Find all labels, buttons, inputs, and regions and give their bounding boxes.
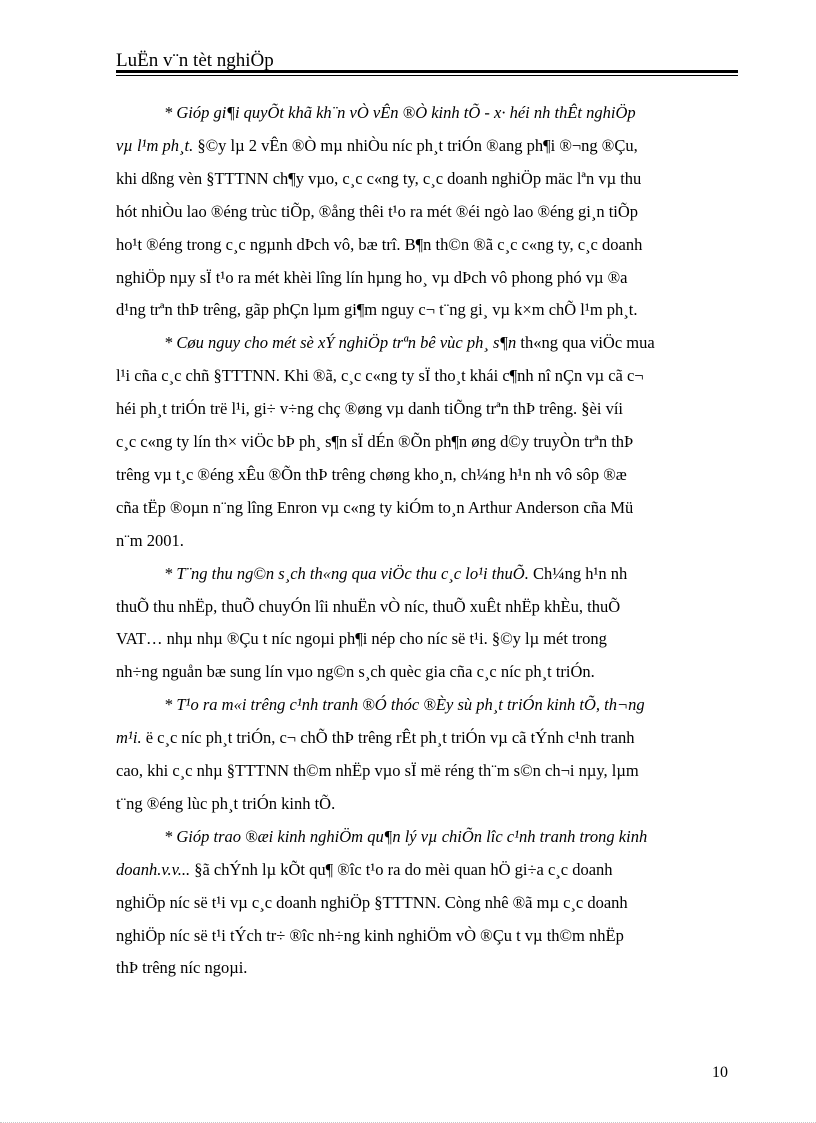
text-segment: n¨m 2001.	[116, 530, 184, 550]
text-segment: khi dßng vèn §TTTNN ch¶y vµo, c¸c c«ng ty, c¸c doanh nghiÖp mäc lªn vµ thu	[116, 168, 642, 188]
text-line	[116, 794, 335, 814]
text-segment: t¨ng ®éng lùc ph¸t triÓn kinh tÕ.	[116, 793, 336, 813]
text-segment: §ã chÝnh lµ kÕt qu¶ ®îc t¹o ra do mèi quan hÖ gi÷a c¸c doanh	[190, 859, 613, 879]
text-segment: ho¹t ®éng trong c¸c ngµnh dÞch vô, bæ trî. B¶n th©n ®ã c¸c c«ng ty, c¸c doanh	[116, 234, 643, 254]
text-line	[116, 300, 638, 320]
header-rule-thin	[116, 75, 738, 76]
text-line	[164, 827, 647, 847]
text-line	[116, 268, 628, 288]
text-line	[116, 465, 627, 485]
text-line	[164, 333, 655, 353]
text-line	[116, 202, 638, 222]
text-segment: ë c¸c níc ph¸t triÓn, c¬ chÕ thÞ trêng rÊt ph¸t triÓn vµ cã tÝnh c¹nh tranh	[141, 728, 635, 748]
text-segment: nghiÖp níc së t¹i vµ c¸c doanh nghiÖp §TTTNN. Còng nhê ®ã mµ c¸c doanh	[116, 892, 628, 912]
text-line	[164, 695, 645, 715]
header-rule-thick	[116, 70, 738, 73]
text-line	[116, 136, 638, 156]
italic-text-segment: * Cøu nguy cho mét sè xÝ nghiÖp trªn bê vùc ph¸ s¶n	[164, 333, 517, 353]
text-segment: l¹i cña c¸c chñ §TTTNN. Khi ®ã, c¸c c«ng ty sÏ tho¸t khái c¶nh nî nÇn vµ cã c¬	[116, 366, 644, 386]
italic-text-segment: m¹i.	[116, 728, 142, 748]
text-segment: hót nhiÒu lao ®éng trùc tiÕp, ®ång thêi t¹o ra mét ®éi ngò lao ®éng gi¸n tiÕp	[116, 201, 639, 221]
text-segment: thÞ trêng níc ngoµi.	[116, 958, 248, 978]
text-line	[116, 728, 635, 748]
italic-text-segment: vµ l¹m ph¸t.	[116, 135, 194, 155]
page-header-title: LuËn v¨n tèt nghiÖp	[116, 50, 274, 71]
text-segment: nghiÖp níc së t¹i tÝch tr÷ ®îc nh÷ng kinh nghiÖm vÒ ®Çu t vµ th©m nhËp	[116, 925, 624, 945]
text-segment: nghiÖp nµy sÏ t¹o ra mét khèi lîng lín hµng ho¸ vµ dÞch vô phong phó vµ ®a	[116, 267, 628, 287]
text-line	[116, 893, 628, 913]
text-segment: d¹ng trªn thÞ trêng, gãp phÇn lµm gi¶m nguy c¬ t¨ng gi¸ vµ k×m chÕ l¹m ph¸t.	[116, 300, 638, 320]
text-line	[116, 662, 595, 682]
italic-text-segment: * Gióp gi¶i quyÕt khã kh¨n vÒ vÊn ®Ò kinh tÕ - x· héi nh thÊt nghiÖp	[164, 103, 636, 122]
text-segment: héi ph¸t triÓn trë l¹i, gi÷ v÷ng chç ®øng vµ danh tiÕng trªn thÞ trêng. §èi víi	[116, 399, 623, 419]
text-line	[116, 761, 639, 781]
text-segment: cao, khi c¸c nhµ §TTTNN th©m nhËp vµo sÏ më réng th¨m s©n ch¬i nµy, lµm	[116, 761, 639, 780]
text-segment: trêng vµ t¸c ®éng xÊu ®Õn thÞ trêng chøng kho¸n, ch¼ng h¹n nh vô sôp ®æ	[116, 464, 627, 484]
text-segment: VAT… nhµ nhµ ®Çu t níc ngoµi ph¶i nép cho níc së t¹i. §©y lµ mét trong	[116, 629, 607, 649]
italic-text-segment: doanh.v.v...	[116, 859, 191, 879]
text-line	[116, 498, 633, 518]
text-segment: cña tËp ®oµn n¨ng lîng Enron vµ c«ng ty kiÓm to¸n Arthur Anderson cña Mü	[116, 497, 634, 517]
page-number: 10	[712, 1064, 728, 1081]
text-segment: Ch¼ng h¹n nh	[528, 563, 628, 583]
italic-text-segment: * T¹o ra m«i trêng c¹nh tranh ®Ó thóc ®Èy sù ph¸t triÓn kinh tÕ, th¬ng	[164, 695, 645, 715]
text-segment: c¸c c«ng ty lín th× viÖc bÞ ph¸ s¶n sÏ dÉn ®Õn ph¶n øng d©y truyÒn trªn thÞ	[116, 432, 634, 451]
text-segment: th«ng qua viÖc mua	[516, 333, 655, 353]
text-line	[116, 926, 624, 946]
italic-text-segment: * T¨ng thu ng©n s¸ch th«ng qua viÖc thu c¸c lo¹i thuÕ.	[164, 563, 529, 583]
text-line	[116, 366, 644, 386]
text-line	[116, 860, 613, 880]
text-segment: §©y lµ 2 vÊn ®Ò mµ nhiÒu níc ph¸t triÓn ®ang ph¶i ®¬ng ®Çu,	[193, 135, 638, 155]
text-line	[116, 958, 247, 978]
text-segment: nh÷ng nguån bæ sung lín vµo ng©n s¸ch quèc gia cña c¸c níc ph¸t triÓn.	[116, 662, 595, 682]
text-line	[164, 564, 627, 584]
text-line	[116, 432, 633, 452]
text-line	[116, 531, 184, 551]
text-line	[116, 399, 623, 419]
text-line	[164, 103, 636, 123]
text-segment: thuÕ thu nhËp, thuÕ chuyÓn lîi nhuËn vÒ níc, thuÕ xuÊt nhËp khÈu, thuÕ	[116, 596, 621, 616]
italic-text-segment: * Gióp trao ®æi kinh nghiÖm qu¶n lý vµ chiÕn lîc c¹nh tranh trong kinh	[164, 826, 648, 846]
text-line	[116, 169, 641, 189]
text-line	[116, 597, 620, 617]
text-line	[116, 235, 642, 255]
text-line	[116, 629, 607, 649]
